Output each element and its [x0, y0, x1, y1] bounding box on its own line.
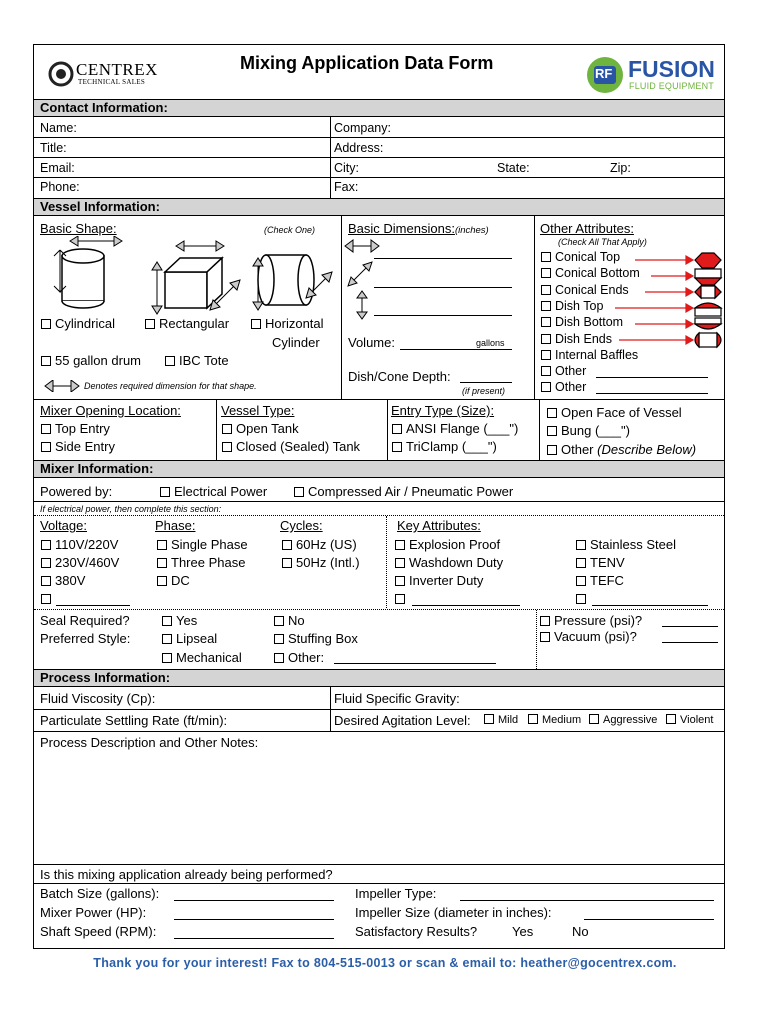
- inverter-option[interactable]: Inverter Duty: [395, 573, 483, 588]
- state-field[interactable]: State:: [497, 161, 530, 175]
- mixer-power-label: Mixer Power (HP):: [40, 905, 147, 920]
- entry-type-label: Entry Type (Size):: [391, 403, 495, 418]
- basic-shape-label: Basic Shape:: [40, 221, 117, 236]
- notes-area[interactable]: [36, 752, 722, 860]
- attr-internal-baffles[interactable]: Internal Baffles: [541, 348, 638, 363]
- already-performed-label: Is this mixing application already being performed?: [40, 867, 333, 882]
- cycles-label: Cycles:: [280, 518, 323, 533]
- key-attr-divider: [386, 516, 387, 608]
- volume-input[interactable]: [400, 349, 512, 350]
- lipseal-option[interactable]: Lipseal: [162, 631, 217, 646]
- basic-dimensions-label: Basic Dimensions:(inches): [348, 221, 489, 236]
- voltage-label: Voltage:: [40, 518, 87, 533]
- name-field[interactable]: Name:: [40, 121, 77, 135]
- ansi-flange-option[interactable]: ANSI Flange (___"): [392, 421, 518, 436]
- attr-dish-bottom[interactable]: Dish Bottom: [541, 315, 623, 330]
- double-arrow-icon: [44, 380, 80, 392]
- style-other-option[interactable]: Other:: [274, 650, 324, 665]
- city-field[interactable]: City:: [334, 161, 359, 175]
- vessel-divider-h: [34, 399, 724, 400]
- attr-dish-ends[interactable]: Dish Ends: [541, 332, 612, 347]
- agitation-mild-option[interactable]: Mild: [484, 713, 518, 728]
- voltage-380-option[interactable]: 380V: [41, 573, 85, 588]
- settling-rate-field[interactable]: Particulate Settling Rate (ft/min):: [40, 713, 228, 728]
- fax-field[interactable]: Fax:: [334, 180, 359, 194]
- vessel-divider-1: [341, 216, 342, 399]
- open-tank-option[interactable]: Open Tank: [222, 421, 299, 436]
- batch-size-input[interactable]: [174, 900, 334, 901]
- shape-rectangular[interactable]: Rectangular: [145, 316, 229, 331]
- check-one-note: (Check One): [264, 225, 316, 235]
- voltage-230-option[interactable]: 230V/460V: [41, 555, 119, 570]
- shape-drawings-icon: [40, 236, 340, 318]
- shape-drum[interactable]: 55 gallon drum: [41, 353, 141, 368]
- vessel-divider-2: [534, 216, 535, 399]
- attr-other-1-input[interactable]: [596, 377, 708, 378]
- notes-bottom-line: [34, 864, 724, 865]
- triclamp-option[interactable]: TriClamp (___"): [392, 439, 497, 454]
- voltage-other-option[interactable]: [41, 591, 55, 606]
- impeller-size-input[interactable]: [584, 919, 714, 920]
- powered-by-label: Powered by:: [40, 484, 113, 499]
- vessel-heading: Vessel Information:: [34, 198, 724, 216]
- satisfactory-yes[interactable]: Yes: [512, 924, 534, 939]
- electrical-power-option[interactable]: Electrical Power: [160, 484, 267, 499]
- phase-dc-option[interactable]: DC: [157, 573, 190, 588]
- fusion-mark: RF: [595, 66, 613, 81]
- tenv-option[interactable]: TENV: [576, 555, 625, 570]
- denotes-note: Denotes required dimension for that shape.: [84, 381, 257, 391]
- dish-cone-depth-label: Dish/Cone Depth:: [348, 369, 451, 384]
- phase-single-option[interactable]: Single Phase: [157, 537, 248, 552]
- washdown-option[interactable]: Washdown Duty: [395, 555, 503, 570]
- agitation-medium-option[interactable]: Medium: [528, 713, 581, 728]
- if-present-note: (if present): [462, 386, 506, 396]
- impeller-type-label: Impeller Type:: [355, 886, 437, 901]
- shape-cylindrical[interactable]: Cylindrical: [41, 316, 115, 331]
- centrex-emblem-icon: [48, 61, 74, 87]
- attr-other-1[interactable]: Other: [541, 364, 586, 379]
- vessel-type-label: Vessel Type:: [221, 403, 295, 418]
- mixer-power-input[interactable]: [174, 919, 334, 920]
- closed-tank-option[interactable]: Closed (Sealed) Tank: [222, 439, 360, 454]
- contact-heading: Contact Information:: [34, 99, 724, 117]
- agitation-label: Desired Agitation Level:: [334, 713, 471, 728]
- pressure-option[interactable]: Pressure (psi)?: [540, 613, 642, 628]
- company-field[interactable]: Company:: [334, 121, 391, 135]
- pressure-input[interactable]: [662, 626, 718, 627]
- stuffing-box-option[interactable]: Stuffing Box: [274, 631, 358, 646]
- fusion-logo: [586, 54, 716, 96]
- process-heading: Process Information:: [34, 669, 724, 687]
- attr-dish-top[interactable]: Dish Top: [541, 299, 603, 314]
- process-row-line: [34, 709, 724, 710]
- agitation-violent-option[interactable]: Violent: [666, 713, 713, 728]
- impeller-size-label: Impeller Size (diameter in inches):: [355, 905, 552, 920]
- gallons-unit: gallons: [476, 338, 505, 348]
- open-face-option[interactable]: Open Face of Vessel: [547, 405, 682, 420]
- cycles-50-option[interactable]: 50Hz (Intl.): [282, 555, 360, 570]
- dimension-arrows-icon: [344, 238, 380, 320]
- mixer-heading: Mixer Information:: [34, 460, 724, 478]
- notes-label: Process Description and Other Notes:: [40, 735, 259, 750]
- check-all-note: (Check All That Apply): [558, 237, 647, 247]
- voltage-other-input[interactable]: [56, 605, 130, 606]
- shaft-speed-input[interactable]: [174, 938, 334, 939]
- shape-horizontal-cylinder-label: Cylinder: [272, 335, 320, 350]
- footer-note: Thank you for your interest! Fax to 804-515-0013 or scan & email to: heather@gocentrex.com.: [93, 956, 677, 970]
- other-attributes-label: Other Attributes:: [540, 221, 634, 236]
- volume-label: Volume:: [348, 335, 395, 350]
- fusion-sub: FLUID EQUIPMENT: [629, 81, 715, 91]
- seal-no-option[interactable]: No: [274, 613, 305, 628]
- satisfactory-no[interactable]: No: [572, 924, 589, 939]
- vacuum-input[interactable]: [662, 642, 718, 643]
- specific-gravity-field[interactable]: Fluid Specific Gravity:: [334, 691, 460, 706]
- fusion-name: FUSION: [628, 56, 715, 82]
- centrex-logo: [48, 58, 168, 90]
- electrical-note: If electrical power, then complete this section:: [40, 504, 222, 514]
- attr-conical-top[interactable]: Conical Top: [541, 250, 620, 265]
- mixer-opening-label: Mixer Opening Location:: [40, 403, 181, 418]
- other-describe-option[interactable]: Other (Describe Below): [547, 442, 696, 457]
- seal-required-label: Seal Required?: [40, 613, 130, 628]
- centrex-name: CENTREX: [76, 60, 158, 79]
- contact-row-line: [34, 157, 724, 158]
- dish-cone-depth-input[interactable]: [460, 382, 512, 383]
- tefc-option[interactable]: TEFC: [576, 573, 624, 588]
- opening-divider-3: [539, 399, 540, 460]
- key-attr-other-2[interactable]: [576, 591, 590, 606]
- viscosity-field[interactable]: Fluid Viscosity (Cp):: [40, 691, 156, 706]
- agitation-aggressive-option[interactable]: Aggressive: [589, 713, 657, 728]
- phase-three-option[interactable]: Three Phase: [157, 555, 245, 570]
- dimension-3-input[interactable]: [374, 315, 512, 316]
- dimension-1-input[interactable]: [374, 258, 512, 259]
- contact-row-line: [34, 137, 724, 138]
- key-attributes-label: Key Attributes:: [397, 518, 481, 533]
- impeller-type-input[interactable]: [460, 900, 714, 901]
- key-attr-other-1-input[interactable]: [412, 605, 520, 606]
- electrical-divider: [34, 515, 724, 516]
- opening-divider-1: [216, 399, 217, 460]
- already-line: [34, 883, 724, 884]
- style-other-input[interactable]: [334, 663, 496, 664]
- attr-other-2-input[interactable]: [596, 393, 708, 394]
- dimension-2-input[interactable]: [374, 287, 512, 288]
- contact-row-line: [34, 177, 724, 178]
- pressure-divider: [536, 610, 537, 669]
- mechanical-option[interactable]: Mechanical: [162, 650, 242, 665]
- shape-horizontal[interactable]: Horizontal: [251, 316, 324, 331]
- seal-yes-option[interactable]: Yes: [162, 613, 197, 628]
- attribute-shape-icons: [615, 250, 725, 350]
- satisfactory-label: Satisfactory Results?: [355, 924, 478, 939]
- centrex-sub: TECHNICAL SALES: [78, 78, 146, 86]
- explosion-proof-option[interactable]: Explosion Proof: [395, 537, 500, 552]
- address-field[interactable]: Address:: [334, 141, 384, 155]
- seal-divider: [34, 609, 724, 610]
- stainless-option[interactable]: Stainless Steel: [576, 537, 676, 552]
- process-row-line: [34, 731, 724, 732]
- bung-option[interactable]: Bung (___"): [547, 423, 630, 438]
- phase-label: Phase:: [155, 518, 196, 533]
- attr-conical-ends[interactable]: Conical Ends: [541, 283, 629, 298]
- powered-divider: [34, 501, 724, 502]
- voltage-110-option[interactable]: 110V/220V: [41, 537, 118, 552]
- top-entry-option[interactable]: Top Entry: [41, 421, 110, 436]
- compressed-air-option[interactable]: Compressed Air / Pneumatic Power: [294, 484, 513, 499]
- preferred-style-label: Preferred Style:: [40, 631, 131, 646]
- shape-ibc[interactable]: IBC Tote: [165, 353, 229, 368]
- email-field[interactable]: Email:: [40, 161, 75, 175]
- batch-size-label: Batch Size (gallons):: [40, 886, 160, 901]
- key-attr-other-1[interactable]: [395, 591, 409, 606]
- title-field[interactable]: Title:: [40, 141, 67, 155]
- phone-field[interactable]: Phone:: [40, 180, 80, 194]
- vacuum-option[interactable]: Vacuum (psi)?: [540, 629, 637, 644]
- attr-other-2[interactable]: Other: [541, 380, 586, 395]
- side-entry-option[interactable]: Side Entry: [41, 439, 115, 454]
- attr-conical-bottom[interactable]: Conical Bottom: [541, 266, 640, 281]
- zip-field[interactable]: Zip:: [610, 161, 631, 175]
- shaft-speed-label: Shaft Speed (RPM):: [40, 924, 157, 939]
- opening-divider-2: [387, 399, 388, 460]
- key-attr-other-2-input[interactable]: [592, 605, 708, 606]
- cycles-60-option[interactable]: 60Hz (US): [282, 537, 357, 552]
- page-title: Mixing Application Data Form: [240, 53, 494, 73]
